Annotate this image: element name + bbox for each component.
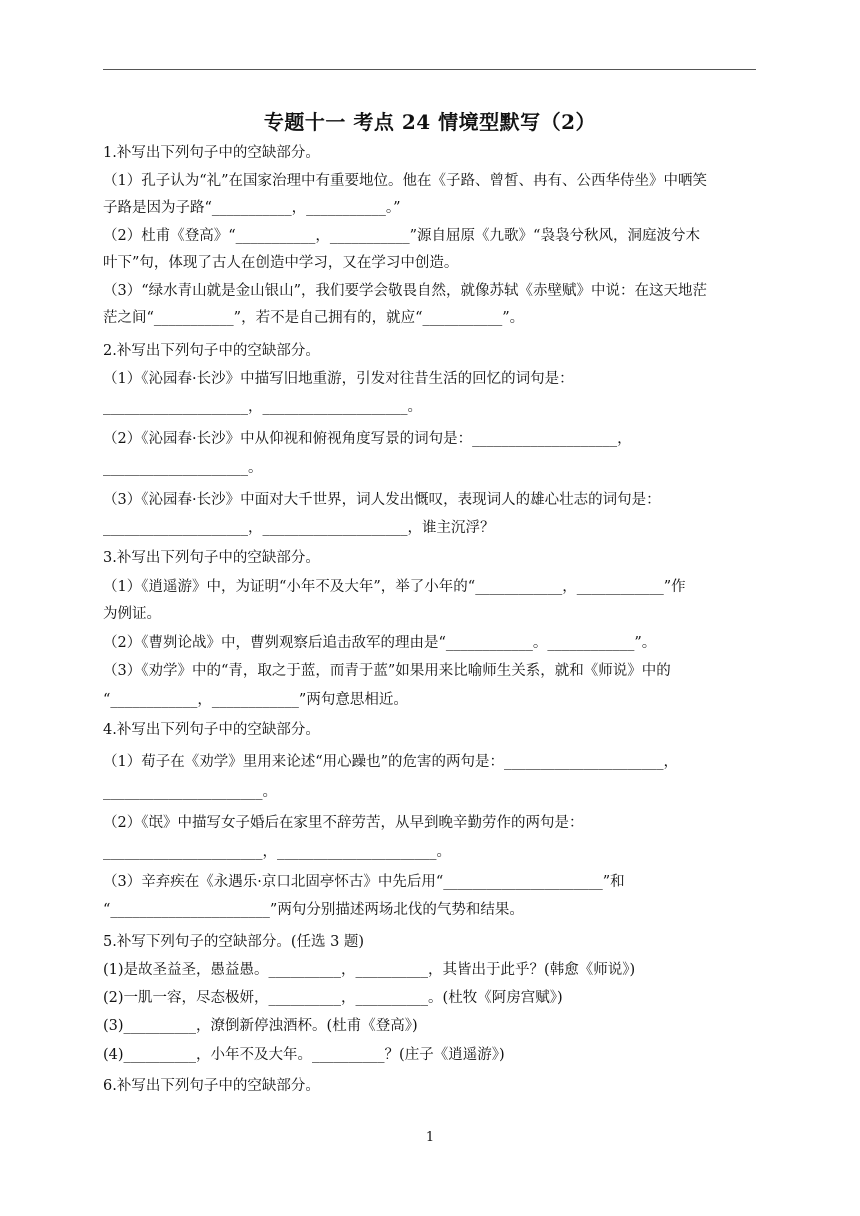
question-4-item-1-line-1: （1）荀子在《劝学》里用来论述“用心躁也”的危害的两句是：______________________， bbox=[103, 754, 679, 770]
question-1-item-2-line-1: （2）杜甫《登高》“___________，___________”源自屈原《九歌》“袅袅兮秋风，洞庭波兮木 bbox=[103, 228, 700, 244]
question-3-item-3-line-1: （3）《劝学》中的“青，取之于蓝，而青于蓝”如果用来比喻师生关系，就和《师说》中的 bbox=[103, 663, 671, 679]
question-5-heading: 5.补写下列句子的空缺部分。(任选 3 题) bbox=[103, 934, 365, 950]
question-1-item-3-line-2: 茫之间“___________”，若不是自己拥有的，就应“___________”。 bbox=[103, 310, 525, 326]
question-4-item-2-line-1: （2）《氓》中描写女子婚后在家里不辞劳苦，从早到晚辛勤劳作的两句是： bbox=[103, 815, 584, 831]
question-2-item-2-line-1: （2）《沁园春·长沙》中从仰视和俯视角度写景的词句是：____________________， bbox=[103, 431, 632, 447]
question-1-item-2-line-2: 叶下”句，体现了古人在创造中学习，又在学习中创造。 bbox=[103, 255, 459, 271]
page-number: 1 bbox=[425, 1130, 435, 1145]
question-5-item-4: (4)__________，小年不及大年。__________？(庄子《逍遥游》) bbox=[103, 1047, 505, 1063]
question-4-item-2-line-2: ______________________，______________________。 bbox=[103, 844, 451, 860]
question-2-item-3-line-2: ____________________，____________________，谁主沉浮？ bbox=[103, 520, 495, 536]
question-1-item-1-line-2: 子路是因为子路“___________，___________。” bbox=[103, 200, 401, 216]
question-1-item-1-line-1: （1）孔子认为“礼”在国家治理中有重要地位。他在《子路、曾皙、冉有、公西华侍坐》中哂笑 bbox=[103, 173, 708, 189]
question-3-item-1-line-2: 为例证。 bbox=[103, 606, 161, 622]
question-3-item-1-line-1: （1）《逍遥游》中，为证明“小年不及大年”，举了小年的“____________，____________”作 bbox=[103, 579, 686, 595]
question-5-item-3: (3)__________，潦倒新停浊酒杯。(杜甫《登高》) bbox=[103, 1018, 418, 1034]
question-3-heading: 3.补写出下列句子中的空缺部分。 bbox=[103, 550, 320, 566]
question-2-item-1-line-2: ____________________，____________________。 bbox=[103, 399, 422, 415]
question-2-heading: 2.补写出下列句子中的空缺部分。 bbox=[103, 343, 320, 359]
question-6-heading: 6.补写出下列句子中的空缺部分。 bbox=[103, 1078, 320, 1094]
question-1-heading: 1.补写出下列句子中的空缺部分。 bbox=[103, 145, 320, 161]
question-2-item-1-line-1: （1）《沁园春·长沙》中描写旧地重游，引发对往昔生活的回忆的词句是： bbox=[103, 371, 574, 387]
page-title: 专题十一 考点 24 情境型默写（2） bbox=[263, 110, 597, 134]
question-4-item-3-line-2: “______________________”两句分别描述两场北伐的气势和结果。 bbox=[103, 902, 524, 918]
question-4-item-3-line-1: （3）辛弃疾在《永遇乐·京口北固亭怀古》中先后用“______________________”和 bbox=[103, 874, 625, 890]
question-1-item-3-line-1: （3）“绿水青山就是金山银山”，我们要学会敬畏自然，就像苏轼《赤壁赋》中说：在这天地茫 bbox=[103, 283, 708, 299]
question-2-item-2-line-2: ____________________。 bbox=[103, 460, 263, 476]
question-3-item-2-line-1: （2）《曹刿论战》中，曹刿观察后追击敌军的理由是“____________。____________”。 bbox=[103, 635, 657, 651]
question-5-item-2: (2)一肌一容，尽态极妍，__________，__________。(杜牧《阿房宫赋》) bbox=[103, 990, 563, 1006]
question-4-heading: 4.补写出下列句子中的空缺部分。 bbox=[103, 722, 320, 738]
question-5-item-1: (1)是故圣益圣，愚益愚。__________，__________，其皆出于此乎？(韩愈《师说》) bbox=[103, 962, 636, 978]
question-2-item-3-line-1: （3）《沁园春·长沙》中面对大千世界，词人发出慨叹，表现词人的雄心壮志的词句是： bbox=[103, 492, 661, 508]
question-4-item-1-line-2: ______________________。 bbox=[103, 784, 277, 800]
header-rule bbox=[103, 69, 756, 70]
question-3-item-3-line-2: “____________，____________”两句意思相近。 bbox=[103, 692, 408, 708]
